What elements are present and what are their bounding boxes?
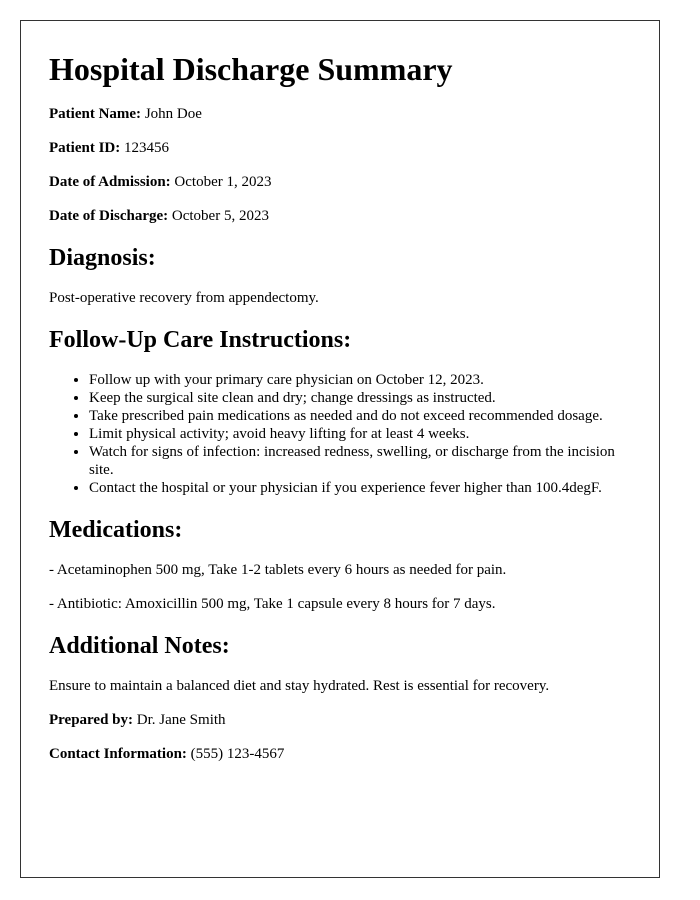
- medication-item: - Antibiotic: Amoxicillin 500 mg, Take 1 capsule every 8 hours for 7 days.: [49, 596, 496, 612]
- prepared-by-label: Prepared by:: [49, 712, 134, 728]
- discharge-date-value: October 5, 2023: [171, 208, 269, 224]
- patient-id-label: Patient ID:: [49, 140, 121, 156]
- patient-name-field: [49, 105, 631, 123]
- prepared-by-value: Dr. Jane Smith: [136, 712, 226, 728]
- admission-date-value: October 1, 2023: [174, 174, 272, 190]
- patient-name-value: John Doe: [144, 106, 202, 122]
- diagnosis-heading: Diagnosis:: [49, 245, 156, 271]
- followup-instructions-list: [49, 371, 631, 497]
- list-item: • Follow up with your primary care physician on October 12, 2023.: [89, 371, 631, 389]
- list-item: • Watch for signs of infection: increased redness, swelling, or discharge from the incision site.: [89, 443, 631, 479]
- medication-item: - Acetaminophen 500 mg, Take 1-2 tablets every 6 hours as needed for pain.: [49, 562, 507, 578]
- discharge-date-field: [49, 207, 631, 225]
- diagnosis-text: Post-operative recovery from appendectomy.: [49, 290, 319, 306]
- medications-heading: Medications:: [49, 517, 183, 543]
- discharge-summary-document: [20, 20, 660, 878]
- discharge-date-label: Date of Discharge:: [49, 208, 169, 224]
- list-item: • Keep the surgical site clean and dry; change dressings as instructed.: [89, 389, 631, 407]
- contact-info-label: Contact Information:: [49, 746, 187, 762]
- list-item: • Limit physical activity; avoid heavy lifting for at least 4 weeks.: [89, 425, 631, 443]
- patient-name-label: Patient Name:: [49, 106, 142, 122]
- contact-info-field: [49, 745, 631, 763]
- additional-notes-heading: Additional Notes:: [49, 633, 230, 659]
- contact-info-value: (555) 123-4567: [190, 746, 285, 762]
- followup-heading: Follow-Up Care Instructions:: [49, 327, 352, 353]
- patient-id-value: 123456: [124, 140, 169, 156]
- document-title: Hospital Discharge Summary: [49, 51, 453, 87]
- list-item: • Take prescribed pain medications as needed and do not exceed recommended dosage.: [89, 407, 631, 425]
- patient-id-field: [49, 139, 631, 157]
- additional-notes-text: Ensure to maintain a balanced diet and stay hydrated. Rest is essential for recovery.: [49, 678, 550, 694]
- admission-date-field: [49, 173, 631, 191]
- admission-date-label: Date of Admission:: [49, 174, 171, 190]
- list-item: • Contact the hospital or your physician if you experience fever higher than 100.4degF.: [89, 479, 631, 497]
- prepared-by-field: [49, 711, 631, 729]
